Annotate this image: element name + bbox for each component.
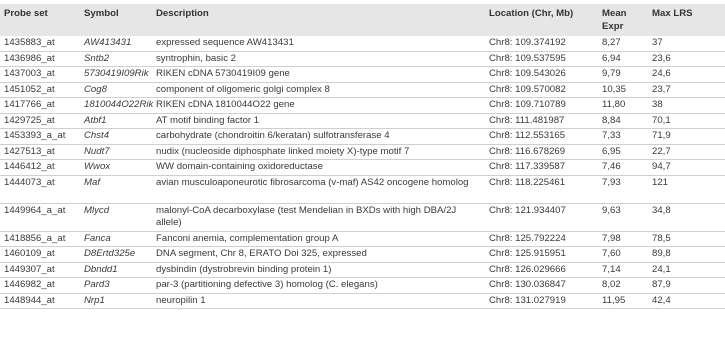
cell-probe-set: 1448944_at: [4, 294, 55, 306]
table-row: [0, 113, 725, 129]
table-row: [0, 175, 725, 203]
cell-symbol: Fanca: [84, 232, 111, 244]
cell-max-lrs: 94,7: [652, 161, 671, 172]
cell-mean-expr: 8,27: [602, 37, 621, 48]
cell-probe-set: 1435883_at: [4, 37, 55, 48]
table-row: [0, 160, 725, 176]
cell-mean-expr: 7,33: [602, 130, 621, 141]
cell-max-lrs: 121: [652, 176, 669, 188]
cell-probe-set: 1436986_at: [4, 52, 55, 64]
cell-description: component of oligomeric golgi complex 8: [156, 83, 330, 95]
cell-location: Chr8: 112.553165: [489, 130, 566, 141]
cell-description: AT motif binding factor 1: [156, 114, 260, 126]
table-row: [0, 231, 725, 247]
header-mean-expr: Mean Expr: [602, 8, 627, 32]
table-row: [0, 262, 725, 278]
cell-max-lrs: 23,6: [652, 52, 671, 64]
cell-max-lrs: 78,5: [652, 232, 671, 244]
cell-location: Chr8: 131.027919: [489, 294, 566, 306]
cell-description: par-3 (partitioning defective 3) homolog (C. elegans): [156, 279, 378, 290]
cell-location: Chr8: 111.481987: [489, 114, 565, 126]
cell-mean-expr: 10,35: [602, 83, 627, 95]
cell-symbol: D8Ertd325e: [84, 248, 136, 259]
cell-mean-expr: 11,80: [602, 99, 626, 110]
cell-location: Chr8: 121.934407: [489, 204, 566, 216]
cell-max-lrs: 23,7: [652, 83, 671, 95]
cell-mean-expr: 6,95: [602, 145, 621, 157]
table-row: [0, 278, 725, 294]
cell-mean-expr: 7,46: [602, 161, 621, 172]
cell-mean-expr: 7,60: [602, 248, 621, 259]
header-max-lrs: Max LRS: [652, 8, 693, 19]
table-row: [0, 36, 725, 51]
cell-symbol: Nudt7: [84, 145, 110, 157]
cell-probe-set: 1460109_at: [4, 248, 55, 259]
cell-symbol: Atbf1: [84, 114, 107, 126]
table-row: [0, 51, 725, 67]
cell-max-lrs: 22,7: [652, 145, 671, 157]
table-header: [0, 4, 725, 36]
table-row: [0, 144, 725, 160]
cell-symbol: 1810044O22Rik: [84, 99, 154, 110]
cell-symbol: 5730419I09Rik: [84, 68, 149, 79]
cell-mean-expr: 6,94: [602, 52, 621, 64]
header-symbol: Symbol: [84, 8, 119, 19]
cell-probe-set: 1427513_at: [4, 145, 55, 157]
cell-location: Chr8: 118.225461: [489, 176, 566, 188]
cell-mean-expr: 11,95: [602, 294, 626, 306]
cell-symbol: Cog8: [84, 83, 107, 95]
table-body: [0, 36, 725, 309]
cell-symbol: Maf: [84, 176, 100, 188]
cell-max-lrs: 89,8: [652, 248, 671, 259]
cell-description: dysbindin (dystrobrevin binding protein 1): [156, 263, 332, 275]
cell-probe-set: 1446412_at: [4, 161, 55, 172]
cell-symbol: AW413431: [84, 37, 132, 48]
table-row: [0, 203, 725, 231]
cell-description: WW domain-containing oxidoreductase: [156, 161, 323, 172]
table-row: [0, 82, 725, 98]
cell-max-lrs: 70,1: [652, 114, 671, 126]
cell-symbol: Mlycd: [84, 204, 110, 216]
cell-description: neuropilin 1: [156, 294, 206, 306]
header-description: Description: [156, 8, 209, 19]
cell-mean-expr: 8,84: [602, 114, 621, 126]
cell-symbol: Sntb2: [84, 52, 110, 64]
table-row: [0, 293, 725, 309]
cell-description: DNA segment, Chr 8, ERATO Doi 325, expressed: [156, 248, 367, 259]
table-row: [0, 247, 725, 263]
cell-location: Chr8: 116.678269: [489, 145, 566, 157]
cell-description: nudix (nucleoside diphosphate linked moiety X)-type motif 7: [156, 145, 410, 157]
cell-probe-set: 1449964_a_at: [4, 204, 66, 216]
cell-mean-expr: 8,02: [602, 279, 621, 290]
cell-max-lrs: 37: [652, 37, 663, 48]
cell-max-lrs: 34,8: [652, 204, 671, 216]
cell-location: Chr8: 125.915951: [489, 248, 566, 259]
cell-mean-expr: 7,98: [602, 232, 621, 244]
cell-symbol: Wwox: [84, 161, 111, 172]
cell-max-lrs: 87,9: [652, 279, 671, 290]
cell-probe-set: 1451052_at: [4, 83, 55, 95]
cell-probe-set: 1429725_at: [4, 114, 55, 126]
cell-location: Chr8: 117.339587: [489, 161, 566, 172]
cell-location: Chr8: 109.537595: [489, 52, 566, 64]
cell-mean-expr: 9,79: [602, 68, 621, 79]
cell-description: RIKEN cDNA 5730419I09 gene: [156, 68, 290, 79]
cell-description: carbohydrate (chondroitin 6/keratan) sulfotransferase 4: [156, 130, 390, 141]
cell-symbol: Chst4: [84, 130, 110, 141]
table-row: [0, 67, 725, 83]
cell-probe-set: 1444073_at: [4, 176, 55, 188]
cell-location: Chr8: 109.374192: [489, 37, 566, 48]
cell-description: expressed sequence AW413431: [156, 37, 294, 48]
cell-location: Chr8: 109.710789: [489, 99, 566, 110]
cell-mean-expr: 7,93: [602, 176, 621, 188]
cell-probe-set: 1417766_at: [4, 99, 55, 110]
cell-max-lrs: 24,1: [652, 263, 671, 275]
cell-description: syntrophin, basic 2: [156, 52, 236, 64]
cell-description: RIKEN cDNA 1810044O22 gene: [156, 99, 295, 110]
cell-location: Chr8: 126.029666: [489, 263, 566, 275]
cell-probe-set: 1418856_a_at: [4, 232, 66, 244]
cell-probe-set: 1453393_a_at: [4, 130, 66, 141]
cell-location: Chr8: 109.543026: [489, 68, 566, 79]
cell-symbol: Dbndd1: [84, 263, 118, 275]
table-row: [0, 98, 725, 114]
cell-max-lrs: 71,9: [652, 130, 671, 141]
cell-symbol: Nrp1: [84, 294, 105, 306]
cell-location: Chr8: 109.570082: [489, 83, 566, 95]
cell-max-lrs: 38: [652, 99, 663, 110]
table-row: [0, 129, 725, 145]
cell-description: Fanconi anemia, complementation group A: [156, 232, 339, 244]
cell-mean-expr: 7,14: [602, 263, 621, 275]
cell-probe-set: 1449307_at: [4, 263, 55, 275]
cell-location: Chr8: 130.036847: [489, 279, 566, 290]
header-row: [0, 4, 725, 36]
cell-probe-set: 1446982_at: [4, 279, 55, 290]
header-location: Location (Chr, Mb): [489, 8, 574, 19]
cell-max-lrs: 24,6: [652, 68, 671, 79]
cell-description: malonyl-CoA decarboxylase (test Mendelian in BXDs with high DBA/2J allele): [156, 204, 457, 228]
gene-table: [0, 4, 725, 309]
cell-mean-expr: 9,63: [602, 204, 621, 216]
cell-max-lrs: 42,4: [652, 294, 671, 306]
cell-symbol: Pard3: [84, 279, 110, 290]
header-probe-set: Probe set: [4, 8, 48, 19]
cell-probe-set: 1437003_at: [4, 68, 55, 79]
cell-location: Chr8: 125.792224: [489, 232, 566, 244]
cell-description: avian musculoaponeurotic fibrosarcoma (v-maf) AS42 oncogene homolog: [156, 176, 469, 188]
